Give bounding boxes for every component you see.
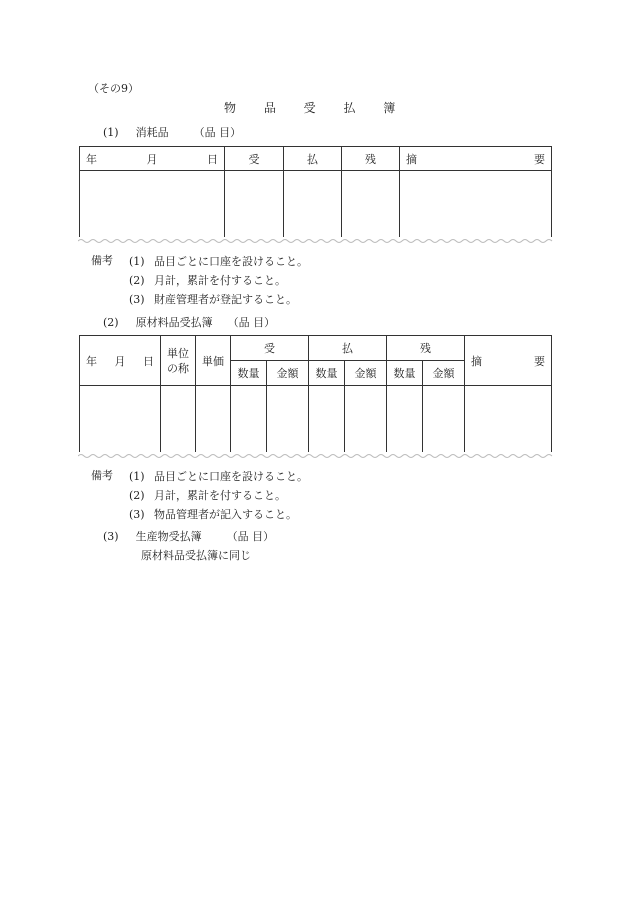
table1-cell [80, 171, 225, 241]
notes2-item-num: (1) [129, 470, 145, 483]
table2-date-header [80, 336, 161, 386]
notes1-item [129, 271, 308, 290]
notes1-item-num: (1) [129, 255, 145, 268]
table1-cell [284, 171, 342, 241]
table2-cell [309, 386, 345, 456]
table2-cell [267, 386, 309, 456]
section2-number: (2) [103, 316, 119, 329]
table2-cell [465, 386, 552, 456]
notes2-label: 備考 [91, 469, 113, 482]
section3-note: 原材料品受払簿に同じ [141, 549, 251, 562]
section1-number: (1) [103, 126, 119, 139]
table2-balance-header: 残 [387, 336, 465, 361]
table2-cell [345, 386, 387, 456]
table2-cell [161, 386, 196, 456]
table2-remarks-label-a: 摘 [471, 354, 482, 368]
table1-month-label: 月 [146, 152, 158, 166]
section2-heading [103, 314, 275, 330]
section1-heading [103, 124, 241, 140]
notes2-item-text: 月計，累計を付すること。 [154, 489, 286, 502]
section3-title: 生産物受払簿 [135, 530, 202, 543]
table2-unit-label-2: の称 [167, 361, 189, 375]
table2-cell [423, 386, 465, 456]
notes1-item [129, 290, 308, 309]
table1-cell [342, 171, 400, 241]
notes2-item-num: (2) [129, 489, 145, 502]
table2-receive-amount-header: 金額 [267, 361, 309, 386]
table2-break-line [78, 452, 554, 460]
notes1-item-text: 品目ごとに口座を設けること。 [154, 255, 308, 268]
table1-pay-header: 払 [284, 147, 342, 171]
section1-title: 消耗品 [135, 126, 169, 139]
notes1-item-text: 月計，累計を付すること。 [154, 274, 286, 287]
table1-date-header [80, 147, 225, 171]
notes1-list [129, 252, 308, 309]
table1-balance-header: 残 [342, 147, 400, 171]
notes2-item [129, 486, 308, 505]
page-tag: （その9） [88, 82, 139, 95]
notes1-item-num: (2) [129, 274, 145, 287]
table1-break-line [78, 237, 554, 245]
raw-materials-ledger-table [79, 335, 552, 456]
table2-balance-amount-header: 金額 [423, 361, 465, 386]
table2-remarks-header [465, 336, 552, 386]
table1-receive-header: 受 [225, 147, 284, 171]
table1-day-label: 日 [207, 152, 218, 166]
table2-receive-quantity-header: 数量 [231, 361, 267, 386]
table2-month-label: 月 [114, 354, 126, 368]
table1-remarks-label-a: 摘 [406, 152, 417, 166]
section2-title: 原材料品受払簿 [135, 316, 213, 329]
consumables-ledger-table [79, 146, 552, 241]
table1-remarks-label-b: 要 [534, 152, 545, 166]
table2-unit-header [161, 336, 196, 386]
table2-remarks-label-b: 要 [534, 354, 545, 368]
table1-year-label: 年 [86, 152, 97, 166]
notes2-item-text: 品目ごとに口座を設けること。 [154, 470, 308, 483]
table2-header-row-1 [80, 336, 552, 361]
notes2-item-num: (3) [129, 508, 145, 521]
table2-pay-quantity-header: 数量 [309, 361, 345, 386]
table2-day-label: 日 [143, 354, 154, 368]
table2-pay-amount-header: 金額 [345, 361, 387, 386]
table2-cell [387, 386, 423, 456]
table1-cell [400, 171, 552, 241]
table2-cell [80, 386, 161, 456]
table2-year-label: 年 [86, 354, 97, 368]
table2-pay-header: 払 [309, 336, 387, 361]
table2-unit-price-header: 単価 [196, 336, 231, 386]
section2-bracket: （品 目） [227, 316, 276, 329]
table2-body-row [80, 386, 552, 456]
table1-body-row [80, 171, 552, 241]
notes2-list [129, 467, 308, 524]
table1-cell [225, 171, 284, 241]
notes2-item-text: 物品管理者が記入すること。 [154, 508, 297, 521]
notes1-item-num: (3) [129, 293, 145, 306]
section3-number: (3) [103, 530, 119, 543]
table2-cell [196, 386, 231, 456]
table1-remarks-header [400, 147, 552, 171]
section3-heading [103, 528, 274, 544]
notes1-item [129, 252, 308, 271]
page-title-text: 物 品 受 払 簿 [224, 101, 397, 115]
table2-cell [231, 386, 267, 456]
table1-header-row [80, 147, 552, 171]
table2-balance-quantity-header: 数量 [387, 361, 423, 386]
table2-unit-label-1: 単位 [167, 346, 189, 360]
page-title [224, 99, 396, 116]
notes2-item [129, 505, 308, 524]
notes1-label: 備考 [91, 254, 113, 267]
table2-receive-header: 受 [231, 336, 309, 361]
section3-bracket: （品 目） [226, 530, 275, 543]
notes2-item [129, 467, 308, 486]
notes1-item-text: 財産管理者が登記すること。 [154, 293, 297, 306]
section1-bracket: （品 目） [193, 126, 242, 139]
